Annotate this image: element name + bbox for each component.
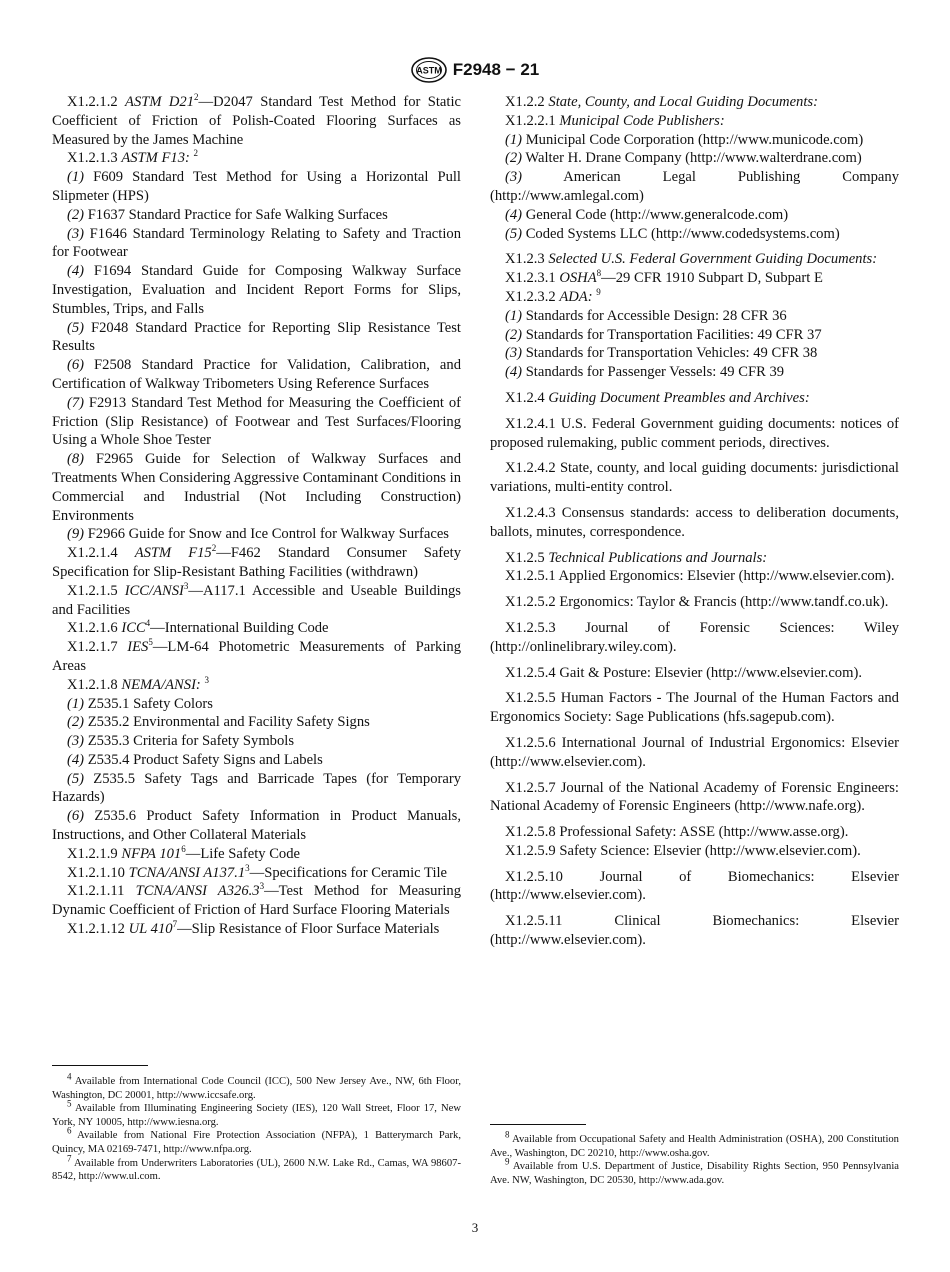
clause-paragraph	[52, 525, 461, 544]
astm-logo-icon	[411, 57, 447, 83]
footnote-marker: 7	[172, 919, 178, 930]
clause-title: Selected U.S. Federal Government Guiding Documents:	[548, 251, 878, 268]
page-number: 3	[471, 1220, 479, 1235]
clause-title: (9)	[67, 526, 85, 543]
clause-text: F2913 Standard Test Method for Measuring the Coefficient of Friction (Slip Resistance) of Footwear and Test Surfaces/Flooring Using a Whole Shoe Tester	[52, 394, 462, 449]
clause-title: (3)	[67, 225, 85, 242]
footnote	[52, 1153, 461, 1184]
left-column	[52, 93, 461, 939]
clause-number: X1.2.3.2	[505, 288, 556, 305]
clause-text: Municipal Code Corporation (http://www.municode.com)	[525, 131, 864, 148]
clause-title: (6)	[67, 357, 85, 374]
footnote-divider	[490, 1124, 586, 1125]
clause-paragraph	[490, 149, 899, 168]
clause-number: X1.2.1.2	[67, 94, 118, 110]
clause-text: State, county, and local guiding documents: jurisdictional variations, multi-entity control.	[490, 460, 899, 496]
clause-text: —Slip Resistance of Floor Surface Materials	[177, 921, 440, 938]
clause-title: (5)	[67, 319, 85, 336]
clause-paragraph	[490, 842, 899, 861]
clause-paragraph	[52, 713, 461, 732]
clause-paragraph	[490, 363, 899, 382]
clause-number: X1.2.5.2	[505, 594, 556, 611]
clause-number: X1.2.5	[505, 549, 545, 566]
clause-title: NFPA 101	[121, 845, 182, 862]
clause-paragraph	[52, 807, 461, 845]
footnotes-left	[52, 1071, 461, 1184]
clause-text: Coded Systems LLC (http://www.codedsystems.com)	[525, 225, 840, 242]
clause-text: —LM-64 Photometric Measurements of Parking Areas	[52, 639, 461, 674]
clause-paragraph	[52, 676, 461, 695]
clause-number: X1.2.1.7	[67, 639, 118, 656]
clause-paragraph	[52, 751, 461, 770]
clause-number: X1.2.4.1	[505, 415, 556, 432]
clause-title: OSHA	[559, 270, 597, 287]
clause-title: (6)	[67, 808, 85, 825]
footnote-marker: 3	[259, 881, 265, 892]
clause-title: (4)	[505, 206, 523, 223]
clause-paragraph	[52, 882, 461, 920]
clause-text: Z535.1 Safety Colors	[87, 695, 213, 712]
clause-number: X1.2.1.12	[67, 921, 125, 938]
clause-paragraph	[490, 168, 899, 206]
clause-paragraph	[490, 593, 899, 612]
clause-paragraph	[52, 356, 461, 394]
clause-number: X1.2.1.11	[67, 883, 125, 900]
clause-paragraph	[52, 394, 461, 450]
clause-paragraph	[52, 206, 461, 225]
clause-paragraph	[490, 689, 899, 727]
clause-paragraph	[490, 225, 899, 244]
clause-paragraph	[52, 319, 461, 357]
clause-number: X1.2.5.10	[505, 868, 563, 885]
footnote-text: Available from U.S. Department of Justice, Disability Rights Section, 950 Pennsylvania Ave. NW, Washington, DC 20530, http://www.ada.gov.	[490, 1161, 899, 1186]
clause-paragraph	[490, 269, 899, 288]
clause-title: (1)	[505, 307, 523, 324]
clause-text: —Test Method for Measuring Dynamic Coefficient of Friction of Hard Surface Flooring Materials	[52, 883, 461, 919]
clause-text: U.S. Federal Government guiding documents: notices of proposed rulemaking, public comment periods, directives.	[490, 415, 899, 451]
clause-paragraph	[490, 131, 899, 150]
footnotes-right	[490, 1129, 899, 1187]
footnote-text: Available from Occupational Safety and Health Administration (OSHA), 200 Constitution Ave., Washington, DC 20210, http://www.osha.gov.	[490, 1134, 899, 1159]
clause-title: UL 410	[128, 921, 173, 938]
footnote-text: Available from National Fire Protection Association (NFPA), 1 Batterymarch Park, Quincy, MA 02169-7471, http://www.nfpa.org.	[52, 1130, 461, 1155]
clause-number: X1.2.5.3	[505, 619, 556, 636]
clause-text: F1646 Standard Terminology Relating to Safety and Traction for Footwear	[52, 225, 461, 261]
clause-title: (2)	[505, 150, 523, 167]
clause-paragraph	[490, 459, 899, 497]
clause-title: (8)	[67, 451, 85, 468]
clause-number: X1.2.5.1	[505, 568, 556, 585]
clause-number: X1.2.1.4	[67, 545, 118, 562]
clause-text: Clinical Biomechanics: Elsevier (http://www.elsevier.com).	[490, 913, 899, 949]
clause-number: X1.2.1.6	[67, 620, 118, 637]
clause-paragraph	[490, 868, 899, 906]
clause-paragraph	[52, 582, 461, 620]
footnote-marker: 2	[193, 148, 199, 159]
footnote-mark: 5	[67, 1098, 72, 1109]
clause-text: F2508 Standard Practice for Validation, Calibration, and Certification of Walkway Tribometers Using Reference Surfaces	[52, 357, 461, 392]
clause-text: —D2047 Standard Test Method for Static Coefficient of Friction of Polish-Coated Flooring Surfaces as Measured by the James Machine	[52, 94, 461, 148]
clause-paragraph	[52, 450, 461, 525]
clause-text: —Specifications for Ceramic Tile	[249, 864, 448, 881]
clause-title: ICC	[121, 620, 146, 637]
clause-number: X1.2.3	[505, 251, 545, 268]
clause-title: (3)	[505, 345, 523, 362]
svg-text:ASTM: ASTM	[416, 65, 442, 76]
clause-number: X1.2.2.1	[505, 112, 556, 129]
clause-title: NEMA/ANSI:	[121, 676, 201, 693]
clause-text: Professional Safety: ASSE (http://www.asse.org).	[559, 824, 849, 841]
clause-paragraph	[52, 93, 461, 149]
clause-text: Z535.3 Criteria for Safety Symbols	[87, 733, 294, 750]
clause-number: X1.2.5.11	[505, 913, 563, 930]
clause-text: Human Factors - The Journal of the Human Factors and Ergonomics Society: Sage Publications (hfs.sagepub.com).	[490, 690, 899, 726]
clause-text: Journal of Forensic Sciences: Wiley (http://onlinelibrary.wiley.com).	[490, 619, 899, 655]
clause-paragraph	[490, 823, 899, 842]
footnote-text: Available from International Code Council (ICC), 500 New Jersey Ave., NW, 6th Floor, Washington, DC 20001, http://www.iccsafe.org.	[52, 1076, 461, 1101]
clause-paragraph	[490, 779, 899, 817]
clause-text: Z535.6 Product Safety Information in Product Manuals, Instructions, and Other Collateral Materials	[52, 808, 461, 844]
clause-number: X1.2.5.7	[505, 779, 556, 796]
footnote-marker: 9	[596, 287, 601, 298]
clause-title: Municipal Code Publishers:	[559, 112, 725, 129]
clause-paragraph	[52, 225, 461, 263]
clause-text: —Life Safety Code	[185, 845, 301, 862]
clause-number: X1.2.1.9	[67, 845, 118, 862]
clause-title: (3)	[505, 169, 523, 186]
clause-number: X1.2.4.3	[505, 504, 556, 521]
clause-number: X1.2.5.5	[505, 690, 556, 707]
clause-number: X1.2.3.1	[505, 270, 556, 287]
clause-text: F2048 Standard Practice for Reporting Slip Resistance Test Results	[52, 319, 461, 355]
clause-text: Ergonomics: Taylor & Francis (http://www.tandf.co.uk).	[559, 594, 889, 611]
document-designation: F2948 − 21	[452, 60, 540, 79]
clause-paragraph	[490, 549, 899, 568]
clause-paragraph	[52, 695, 461, 714]
footnote-mark: 8	[505, 1129, 510, 1140]
clause-text: Consensus standards: access to deliberation documents, ballots, minutes, correspondence.	[490, 504, 900, 540]
clause-number: X1.2.4.2	[505, 460, 556, 477]
footnote-marker: 2	[194, 92, 199, 103]
clause-text: Walter H. Drane Company (http://www.walterdrane.com)	[525, 150, 862, 167]
clause-text: F609 Standard Test Method for Using a Horizontal Pull Slipmeter (HPS)	[52, 169, 461, 204]
clause-paragraph	[490, 389, 899, 408]
clause-title: (2)	[505, 326, 523, 343]
clause-text: Standards for Transportation Facilities: 49 CFR 37	[525, 326, 822, 343]
clause-number: X1.2.5.9	[505, 842, 556, 859]
clause-text: —29 CFR 1910 Subpart D, Subpart E	[601, 270, 823, 287]
clause-paragraph	[490, 250, 899, 269]
clause-number: X1.2.1.10	[67, 864, 125, 881]
footnote-text: Available from Illuminating Engineering Society (IES), 120 Wall Street, Floor 17, New York, NY 10005, http://www.iesna.org.	[52, 1103, 461, 1128]
clause-paragraph	[490, 415, 899, 453]
clause-paragraph	[490, 734, 899, 772]
clause-paragraph	[52, 920, 461, 939]
clause-title: (5)	[505, 225, 523, 242]
clause-title: (5)	[67, 770, 85, 787]
clause-number: X1.2.5.4	[505, 664, 556, 681]
clause-paragraph	[52, 544, 461, 582]
clause-number: X1.2.4	[505, 389, 545, 406]
clause-text: F2965 Guide for Selection of Walkway Surfaces and Treatments When Considering Aggressive Contaminant Conditions in Commercial and Industrial (Not Including Construction) Environments	[52, 451, 461, 524]
clause-text: F2966 Guide for Snow and Ice Control for Walkway Surfaces	[87, 526, 449, 543]
clause-title: TCNA/ANSI A326.3	[135, 883, 260, 900]
clause-text: Safety Science: Elsevier (http://www.elsevier.com).	[559, 842, 861, 859]
clause-number: X1.2.5.8	[505, 824, 556, 841]
page-header	[0, 57, 950, 83]
clause-paragraph	[490, 912, 899, 950]
clause-paragraph	[52, 638, 461, 676]
clause-text: —F462 Standard Consumer Safety Specification for Slip-Resistant Bathing Facilities (withdrawn)	[52, 545, 461, 580]
footnote-divider	[52, 1065, 148, 1066]
clause-paragraph	[490, 619, 899, 657]
clause-paragraph	[52, 619, 461, 638]
clause-text: Journal of Biomechanics: Elsevier (http://www.elsevier.com).	[490, 868, 899, 904]
clause-paragraph	[490, 93, 899, 112]
clause-paragraph	[490, 112, 899, 131]
clause-paragraph	[52, 732, 461, 751]
footnote-marker: 5	[148, 637, 153, 648]
clause-title: (1)	[505, 131, 523, 148]
clause-text: Journal of the National Academy of Forensic Engineers: National Academy of Forensic Engineers (http://www.nafe.org).	[490, 779, 899, 815]
clause-text: F1694 Standard Guide for Composing Walkway Surface Investigation, Evaluation and Incident Report Forms for Slips, Stumbles, Trips, and Falls	[52, 263, 461, 317]
clause-title: (2)	[67, 206, 85, 223]
footnote-marker: 8	[596, 268, 602, 279]
clause-paragraph	[490, 567, 899, 586]
clause-text: American Legal Publishing Company (http://www.amlegal.com)	[490, 169, 899, 204]
footnote-marker: 3	[204, 674, 209, 685]
clause-paragraph	[52, 149, 461, 168]
clause-number: X1.2.1.8	[67, 676, 118, 693]
clause-title: (4)	[67, 263, 85, 280]
clause-title: (3)	[67, 733, 85, 750]
clause-text: Standards for Transportation Vehicles: 49 CFR 38	[525, 345, 818, 362]
clause-text: Gait & Posture: Elsevier (http://www.elsevier.com).	[559, 664, 862, 681]
clause-title: (2)	[67, 714, 85, 731]
right-column	[490, 93, 899, 950]
clause-title: State, County, and Local Guiding Documents:	[548, 94, 818, 110]
footnote-mark: 7	[67, 1153, 72, 1164]
clause-text: Z535.2 Environmental and Facility Safety Signs	[87, 714, 370, 731]
clause-title: (4)	[505, 364, 523, 381]
clause-title: TCNA/ANSI A137.1	[128, 864, 246, 881]
clause-text: Applied Ergonomics: Elsevier (http://www.elsevier.com).	[558, 568, 895, 585]
footnote-mark: 9	[505, 1156, 510, 1167]
clause-text: —International Building Code	[150, 620, 329, 637]
clause-title: Technical Publications and Journals:	[548, 549, 768, 566]
clause-paragraph	[52, 262, 461, 318]
clause-number: X1.2.5.6	[505, 734, 556, 751]
clause-title: ICC/ANSI	[124, 582, 184, 599]
clause-paragraph	[490, 664, 899, 683]
footnote-mark: 4	[67, 1071, 72, 1082]
clause-text: Standards for Accessible Design: 28 CFR 36	[525, 307, 787, 324]
clause-title: IES	[127, 639, 149, 656]
footnote-marker: 6	[181, 844, 186, 855]
footnote	[52, 1071, 461, 1102]
clause-title: (1)	[67, 695, 85, 712]
clause-paragraph	[52, 864, 461, 883]
clause-title: ASTM F13:	[121, 150, 190, 167]
clause-text: Standards for Passenger Vessels: 49 CFR 39	[525, 364, 785, 381]
clause-paragraph	[490, 206, 899, 225]
clause-text: F1637 Standard Practice for Safe Walking Surfaces	[87, 206, 388, 223]
clause-paragraph	[490, 288, 899, 307]
footnote	[52, 1098, 461, 1129]
clause-text: Z535.5 Safety Tags and Barricade Tapes (for Temporary Hazards)	[52, 770, 461, 806]
clause-paragraph	[52, 845, 461, 864]
clause-paragraph	[490, 504, 899, 542]
footnote-marker: 3	[183, 580, 189, 591]
clause-title: ADA:	[559, 288, 593, 305]
clause-title: ASTM D21	[125, 94, 195, 110]
clause-paragraph	[52, 770, 461, 808]
clause-title: ASTM F15	[134, 545, 212, 562]
clause-paragraph	[490, 326, 899, 345]
clause-title: (1)	[67, 169, 85, 186]
footnote-mark: 6	[67, 1125, 72, 1136]
clause-title: (7)	[67, 394, 85, 411]
footnote-marker: 3	[245, 862, 250, 873]
footnote	[490, 1156, 899, 1187]
clause-number: X1.2.2	[505, 94, 545, 110]
footnote	[490, 1129, 899, 1160]
clause-number: X1.2.1.3	[67, 150, 118, 167]
clause-text: Z535.4 Product Safety Signs and Labels	[87, 751, 323, 768]
clause-number: X1.2.1.5	[67, 582, 118, 599]
footnote-text: Available from Underwriters Laboratories (UL), 2600 N.W. Lake Rd., Camas, WA 98607-8542, http://www.ul.com.	[52, 1157, 461, 1183]
clause-paragraph	[490, 307, 899, 326]
clause-title: (4)	[67, 751, 85, 768]
footnote-marker: 2	[211, 543, 217, 554]
clause-paragraph	[490, 344, 899, 363]
clause-text: —A117.1 Accessible and Useable Buildings and Facilities	[52, 582, 461, 618]
footnote	[52, 1125, 461, 1156]
clause-title: Guiding Document Preambles and Archives:	[548, 389, 810, 406]
clause-text: International Journal of Industrial Ergonomics: Elsevier (http://www.elsevier.com).	[490, 734, 899, 770]
footnote-marker: 4	[145, 618, 151, 629]
clause-text: General Code (http://www.generalcode.com)	[525, 206, 789, 223]
clause-paragraph	[52, 168, 461, 206]
